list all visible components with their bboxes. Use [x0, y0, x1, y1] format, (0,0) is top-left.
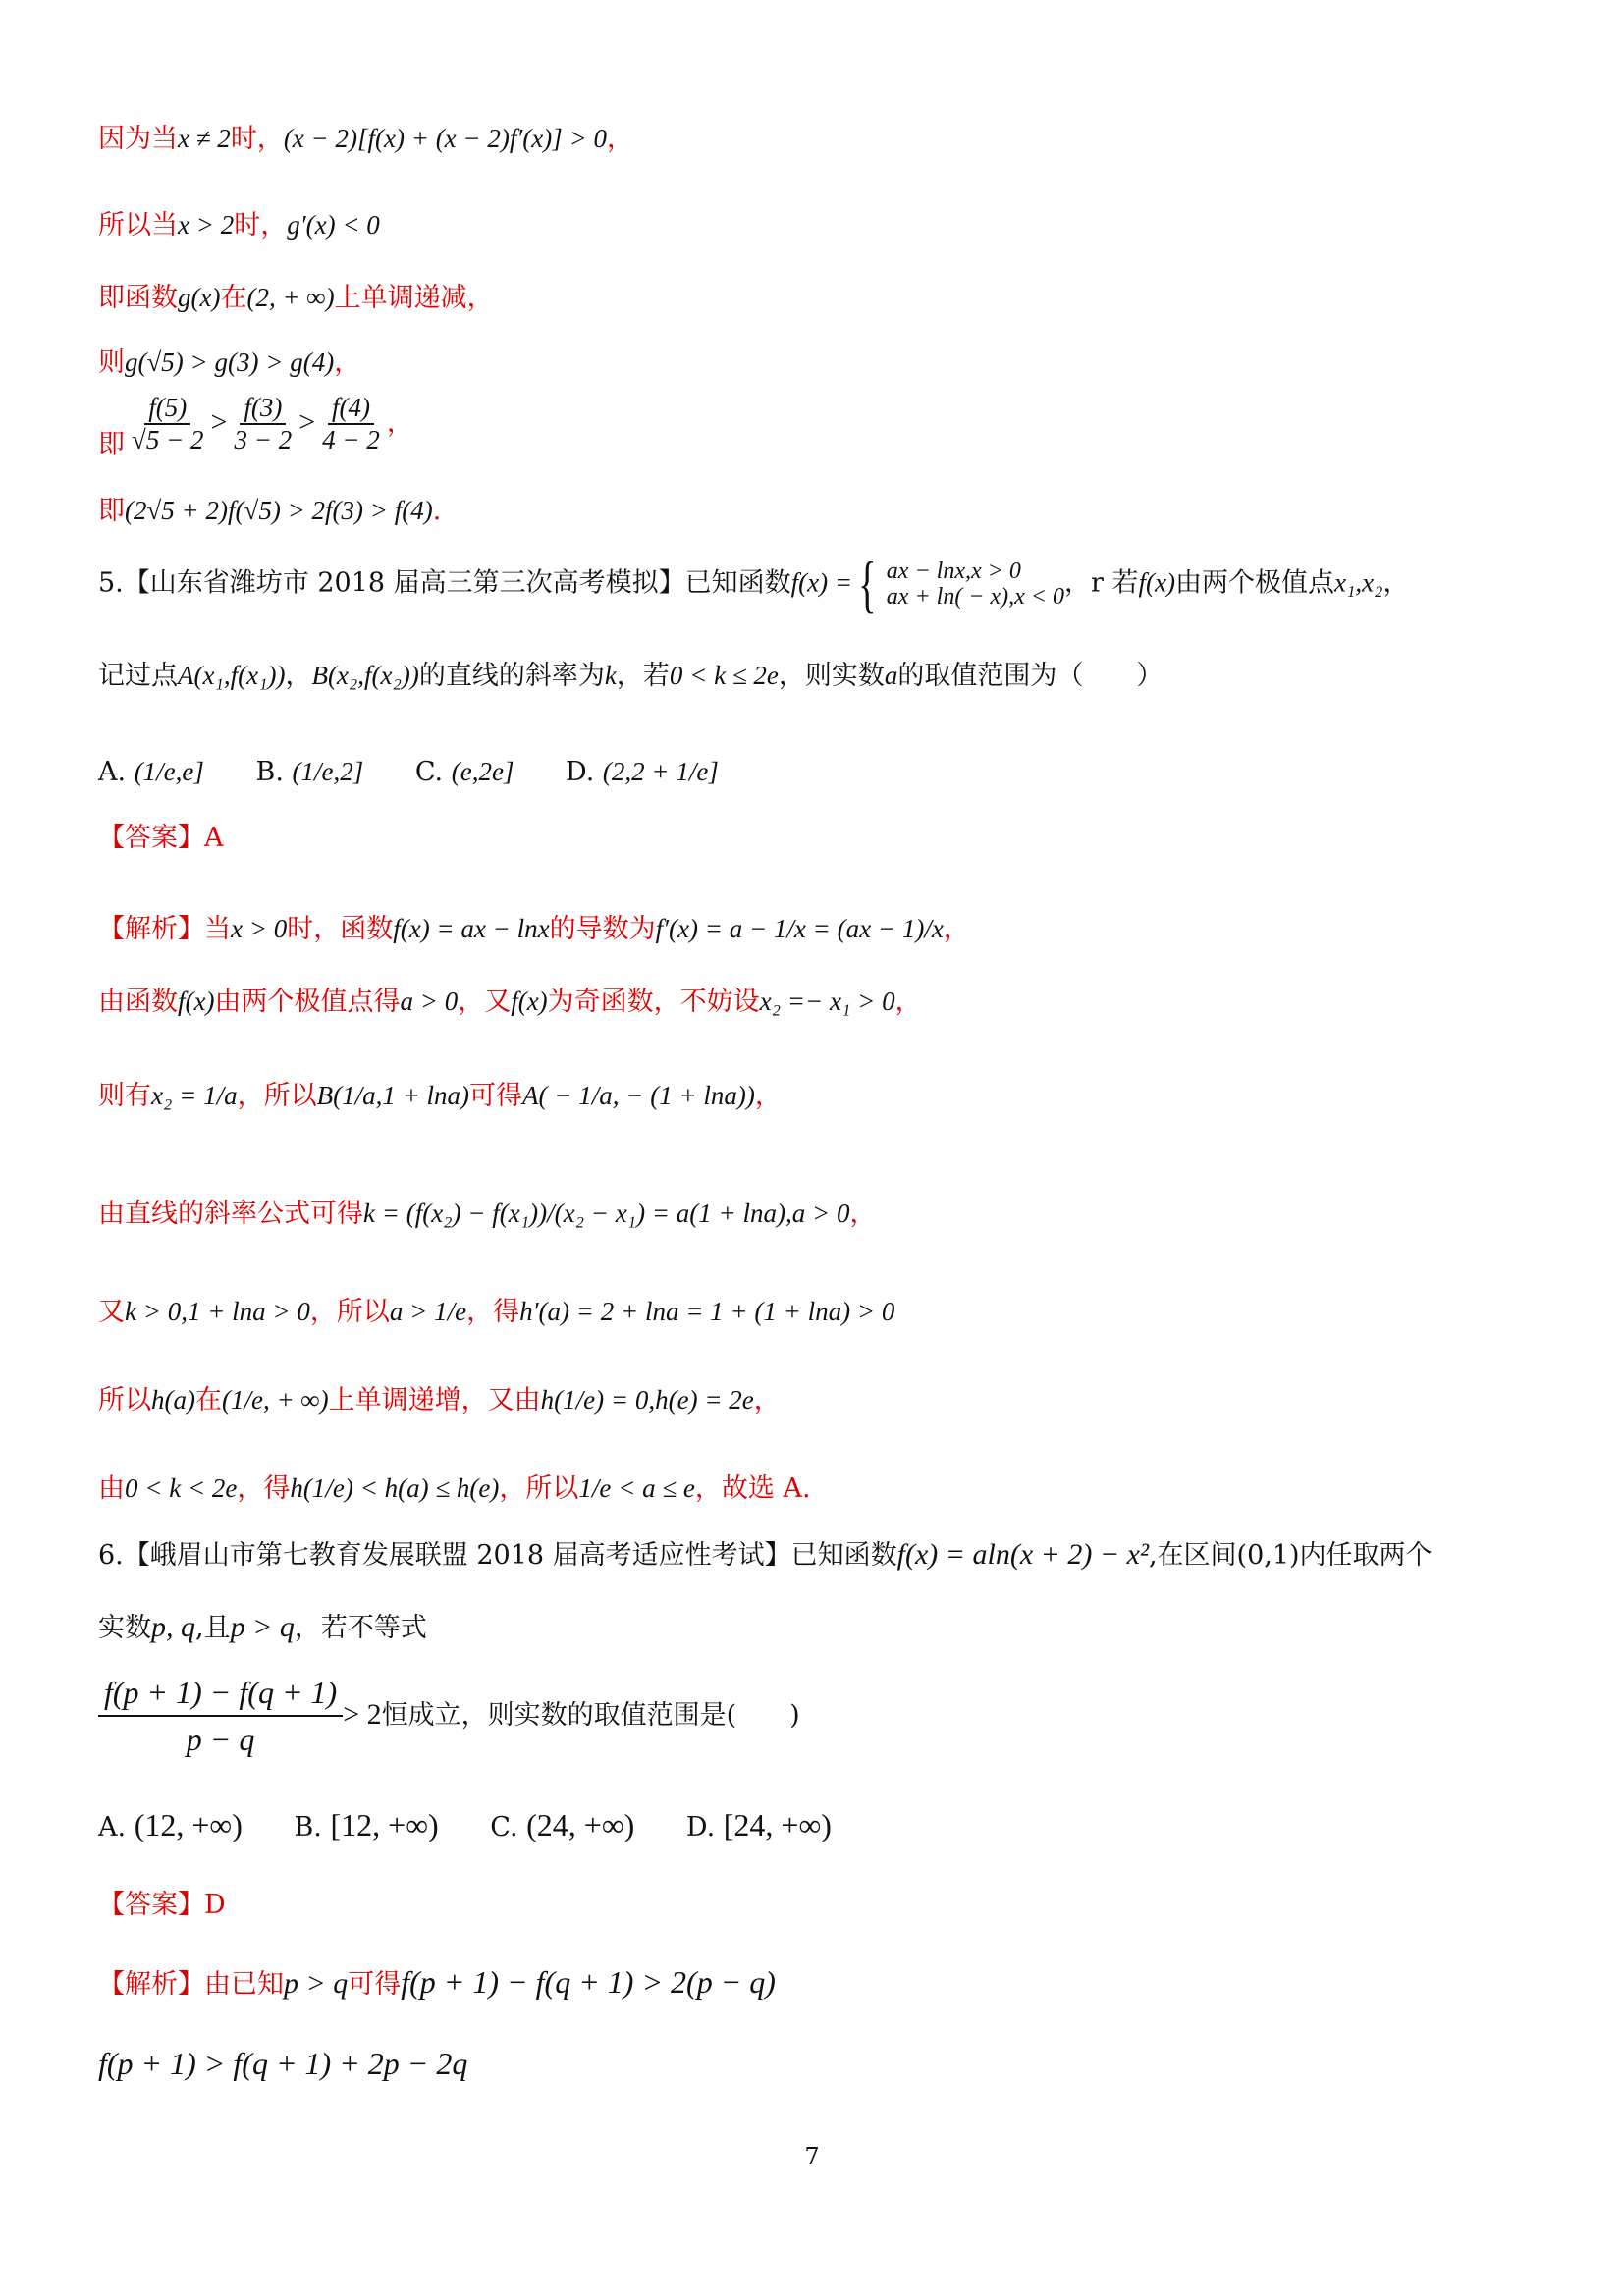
text: 则 [98, 347, 125, 378]
text: 即函数 [98, 283, 178, 313]
text: 的直线的斜率为 [418, 661, 605, 691]
math: (x − 2)[f(x) + (x − 2)f′(x)] > 0 [283, 124, 607, 153]
page-number: 7 [804, 2143, 820, 2170]
q6-answer: 【答案】D [98, 1890, 226, 1920]
solution-line-6 [98, 495, 441, 527]
solution-line-3 [98, 282, 494, 314]
q5-option-d: D. (2,2 + 1/e] [566, 757, 719, 787]
text: 5.【山东省潍坊市 2018 届高三第三次高考模拟】已知函数 [98, 567, 791, 599]
fraction: $\frac{f(4)}{4 - 2}$ [322, 393, 380, 455]
solution-line-4 [98, 347, 360, 379]
text: 上单调递减， [334, 283, 494, 313]
q6-solution-2: f(p + 1) > f(q + 1) + 2p − 2q [98, 2046, 468, 2081]
text: 所以当 [98, 210, 178, 240]
q5-option-c: C. (e,2e] [414, 757, 514, 787]
q5-stem-line-1 [98, 549, 1410, 618]
text: ， [386, 407, 413, 439]
math: A(x₁,f(x₁)) [178, 661, 286, 690]
fraction: $\frac{f(3)}{3 - 2}$ [234, 393, 293, 455]
q5-options [98, 756, 762, 788]
q5-stem-line-2: 记过点A(x₁,f(x₁))，B(x₂,f(x₂))的直线的斜率为k，若0 < k ≤ 2e，则实数a的取值范围为（ ） [98, 661, 1164, 691]
text: ， [606, 124, 633, 154]
solution-line-1 [98, 123, 633, 155]
math: k [604, 661, 617, 690]
q6-stem-line-2: 实数p, q,且p > q，若不等式 [98, 1611, 427, 1643]
q5-solution-7: 由0 < k < 2e，得h(1/e) < h(a) ≤ h(e)，所以1/e < a ≤ e，故选 A. [98, 1473, 811, 1504]
math: (2, + ∞) [246, 283, 335, 312]
q5-solution-4: 由直线的斜率公式可得k = (f(x₂) − f(x₁))/(x₂ − x₁) = a(1 + lna),a > 0， [98, 1199, 877, 1229]
text: ， [1382, 567, 1410, 599]
math: f(x) = [790, 567, 853, 598]
text: ，r 若 [1064, 567, 1139, 599]
q5-solution-2: 由函数f(x)由两个极值点得a > 0，又f(x)为奇函数，不妨设x₂ =− x₁ > 0， [98, 987, 922, 1017]
piecewise: { ax − lnx,x > 0 ax + ln( − x),x < 0 [858, 549, 1064, 618]
q6-inequality: $\frac{f(p + 1) - f(q + 1)}{p - q}$ > 2恒成立，则实数的取值范围是( ) [98, 1674, 800, 1759]
q5-option-b: B. (1/e,2] [255, 757, 364, 787]
text: 由两个极值点 [1174, 567, 1334, 599]
text: 时， [230, 124, 284, 154]
q6-option-a: A. (12, +∞) [98, 1807, 243, 1842]
text: ,在区间(0,1)内任取两个 [1148, 1540, 1433, 1571]
math: 0 < k ≤ 2e [669, 661, 779, 690]
q5-answer: 【答案】A [98, 823, 224, 853]
math: (2√5 + 2)f(√5) > 2f(3) > f(4) [125, 496, 433, 525]
solution-line-2 [98, 209, 380, 241]
q6-solution-1: 【解析】由已知p > q可得f(p + 1) − f(q + 1) > 2(p − q) [98, 1964, 776, 2000]
q5-option-a: A. (1/e,e] [98, 757, 204, 787]
text: 的取值范围为（ ） [897, 661, 1164, 691]
text: 因为当 [98, 124, 178, 154]
q6-option-d: D. [24, +∞) [685, 1807, 832, 1842]
text: 6.【峨眉山市第七教育发展联盟 2018 届高考适应性考试】已知函数 [98, 1540, 897, 1571]
math: x ≠ 2 [178, 124, 231, 153]
fraction: $\frac{f(p + 1) - f(q + 1)}{p - q}$ [98, 1674, 343, 1759]
q6-option-b: B. [12, +∞) [294, 1807, 439, 1842]
math: g′(x) < 0 [287, 210, 380, 240]
text: 即 [98, 496, 125, 526]
text: ， [334, 347, 361, 378]
q6-options [98, 1806, 875, 1843]
math: g(√5) > g(3) > g(4) [125, 347, 335, 377]
q5-solution-6: 所以h(a)在(1/e, + ∞)上单调递增，又由h(1/e) = 0,h(e) = 2e， [98, 1385, 781, 1415]
text: ，则实数 [778, 661, 885, 691]
text: . [432, 496, 442, 526]
q6-stem-line-1 [98, 1537, 1433, 1573]
text: 时， [234, 210, 288, 240]
math: B(x₂,f(x₂)) [311, 661, 419, 690]
text: 在 [220, 283, 247, 313]
math: f(x) [1138, 567, 1175, 598]
math: a [884, 661, 898, 690]
math: f(x) = aln(x + 2) − x² [896, 1538, 1149, 1571]
text: ，若 [616, 661, 670, 691]
math: x₁,x₂ [1333, 567, 1383, 598]
math: x > 2 [178, 210, 235, 240]
q5-solution-1: 【解析】当x > 0时，函数f(x) = ax − lnx的导数为f′(x) = a − 1/x = (ax − 1)/x， [98, 914, 970, 944]
q6-option-c: C. (24, +∞) [490, 1807, 635, 1842]
q5-solution-3: 则有x₂ = 1/a，所以B(1/a,1 + lna)可得A( − 1/a, − (1 + lna))， [98, 1081, 782, 1111]
text: 即 [98, 429, 125, 460]
text: 记过点 [98, 661, 178, 691]
solution-line-5: 即 $\frac{f(5)}{√5 - 2}$ > $\frac{f(3)}{3 - 2}$ > $\frac{f(4)}{4 - 2}$ ， [98, 393, 413, 460]
fraction: $\frac{f(5)}{√5 - 2}$ [132, 393, 204, 455]
q5-solution-5: 又k > 0,1 + lna > 0，所以a > 1/e，得h′(a) = 2 + lna = 1 + (1 + lna) > 0 [98, 1297, 895, 1327]
math: g(x) [178, 283, 221, 312]
